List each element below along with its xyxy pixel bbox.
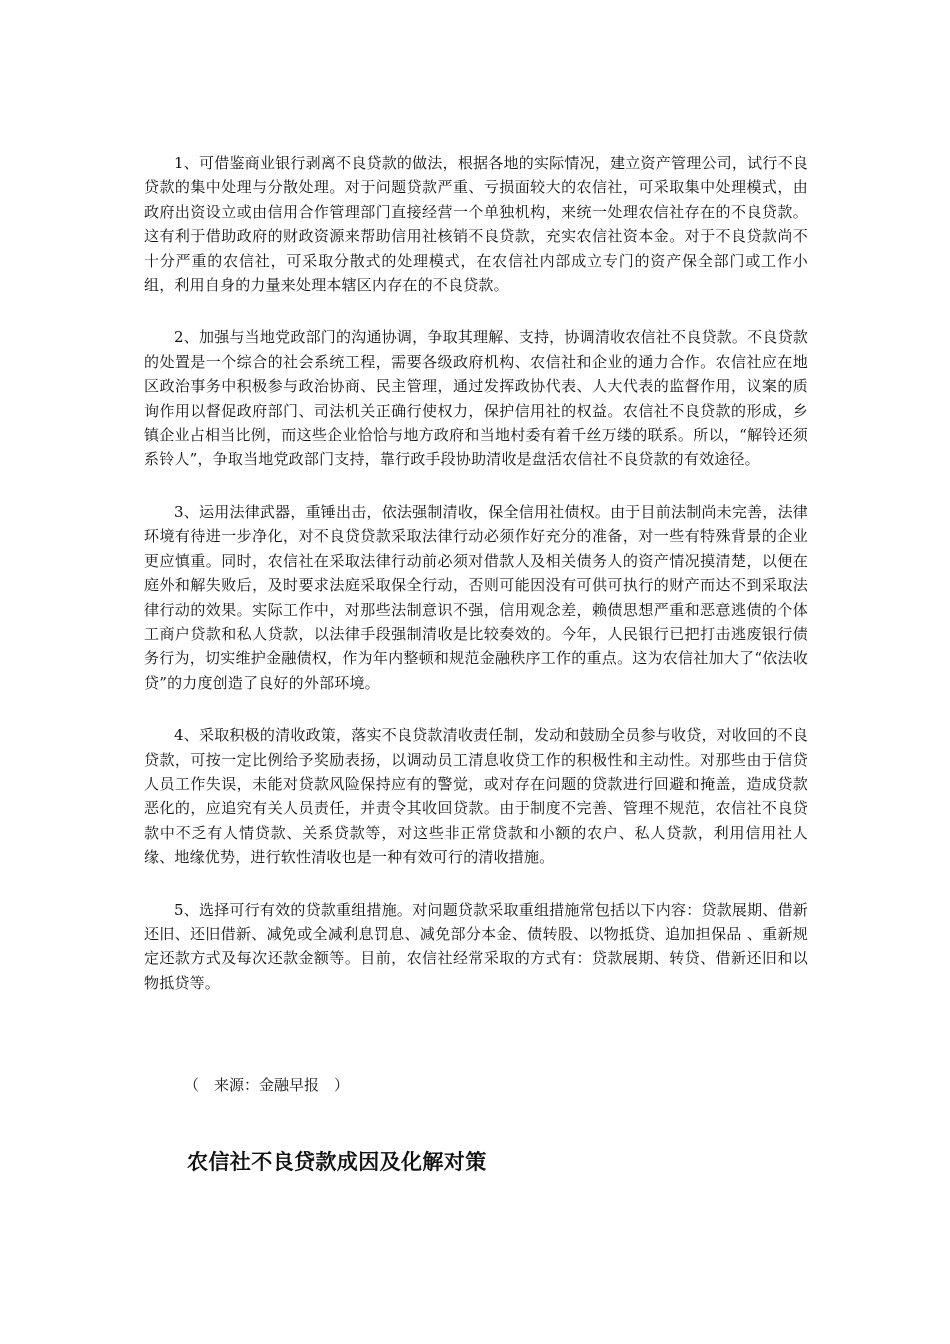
source-citation: （ 来源：金融早报 ）: [184, 1076, 350, 1094]
paragraph-2: 2、加强与当地党政部门的沟通协调，争取其理解、支持，协调清收农信社不良贷款。不良贷款的处置是一个综合的社会系统工程，需要各级政府机构、农信社和企业的通力合作。农信社应在地区政治事务中积极参与政治协商、民主管理，通过发挥政协代表、人大代表的监督作用，议案的质询作用以督促政府部门、司法机关正确行使权力，保护信用社的权益。农信社不良贷款的形成，乡镇企业占相当比例，而这些企业恰恰与地方政府和当地村委有着千丝万缕的联系。所以，“解铃还须系铃人”，争取当地党政部门支持，靠行政手段协助清收是盘活农信社不良贷款的有效途径。: [144, 328, 808, 469]
paragraph-1: 1、可借鉴商业银行剥离不良贷款的做法，根据各地的实际情况，建立资产管理公司，试行不良贷款的集中处理与分散处理。对于问题贷款严重、亏损面较大的农信社，可采取集中处理模式，由政府出资设立或由信用合作管理部门直接经营一个单独机构，来统一处理农信社存在的不良贷款。这有利于借助政府的财政资源来帮助信用社核销不良贷款，充实农信社资本金。对于不良贷款尚不十分严重的农信社，可采取分散式的处理模式，在农信社内部成立专门的资产保全部门或工作小组，利用自身的力量来处理本辖区内存在的不良贷款。: [144, 154, 808, 295]
paragraph-4: 4、采取积极的清收政策，落实不良贷款清收责任制，发动和鼓励全员参与收贷，对收回的不良贷款，可按一定比例给予奖励表扬，以调动员工清息收贷工作的积极性和主动性。对那些由于信贷人员工作失误，未能对贷款风险保持应有的警觉，或对存在问题的贷款进行回避和掩盖，造成贷款恶化的，应追究有关人员责任，并责令其收回贷款。由于制度不完善、管理不规范，农信社不良贷款中不乏有人情贷款、关系贷款等，对这些非正常贷款和小额的农户、私人贷款，利用信用社人缘、地缘优势，进行软性清收也是一种有效可行的清收措施。: [144, 726, 808, 867]
section-heading: 农信社不良贷款成因及化解对策: [187, 1150, 487, 1174]
paragraph-3: 3、运用法律武器，重锤出击，依法强制清收，保全信用社债权。由于目前法制尚未完善，法律环境有待进一步净化，对不良贷贷款采取法律行动必须作好充分的准备，对一些有特殊背景的企业更应慎重。同时，农信社在采取法律行动前必须对借款人及相关债务人的资产情况摸清楚，以便在庭外和解失败后，及时要求法庭采取保全行动，否则可能因没有可供可执行的财产而达不到采取法律行动的效果。实际工作中，对那些法制意识不强，信用观念差，赖债思想严重和恶意逃债的个体工商户贷款和私人贷款，以法律手段强制清收是比较奏效的。今年，人民银行已把打击逃废银行债务行为，切实维护金融债权，作为年内整顿和规范金融秩序工作的重点。这为农信社加大了“依法收贷”的力度创造了良好的外部环境。: [144, 502, 808, 692]
article-body: [144, 151, 808, 1023]
paragraph-5: 5、选择可行有效的贷款重组措施。对问题贷款采取重组措施常包括以下内容：贷款展期、借新还旧、还旧借新、减免或全减利息罚息、减免部分本金、债转股、以物抵贷、追加担保品 、重新规定还款方式及每次还款金额等。目前，农信社经常采取的方式有：贷款展期、转贷、借新还旧和以物抵贷等。: [144, 900, 808, 992]
